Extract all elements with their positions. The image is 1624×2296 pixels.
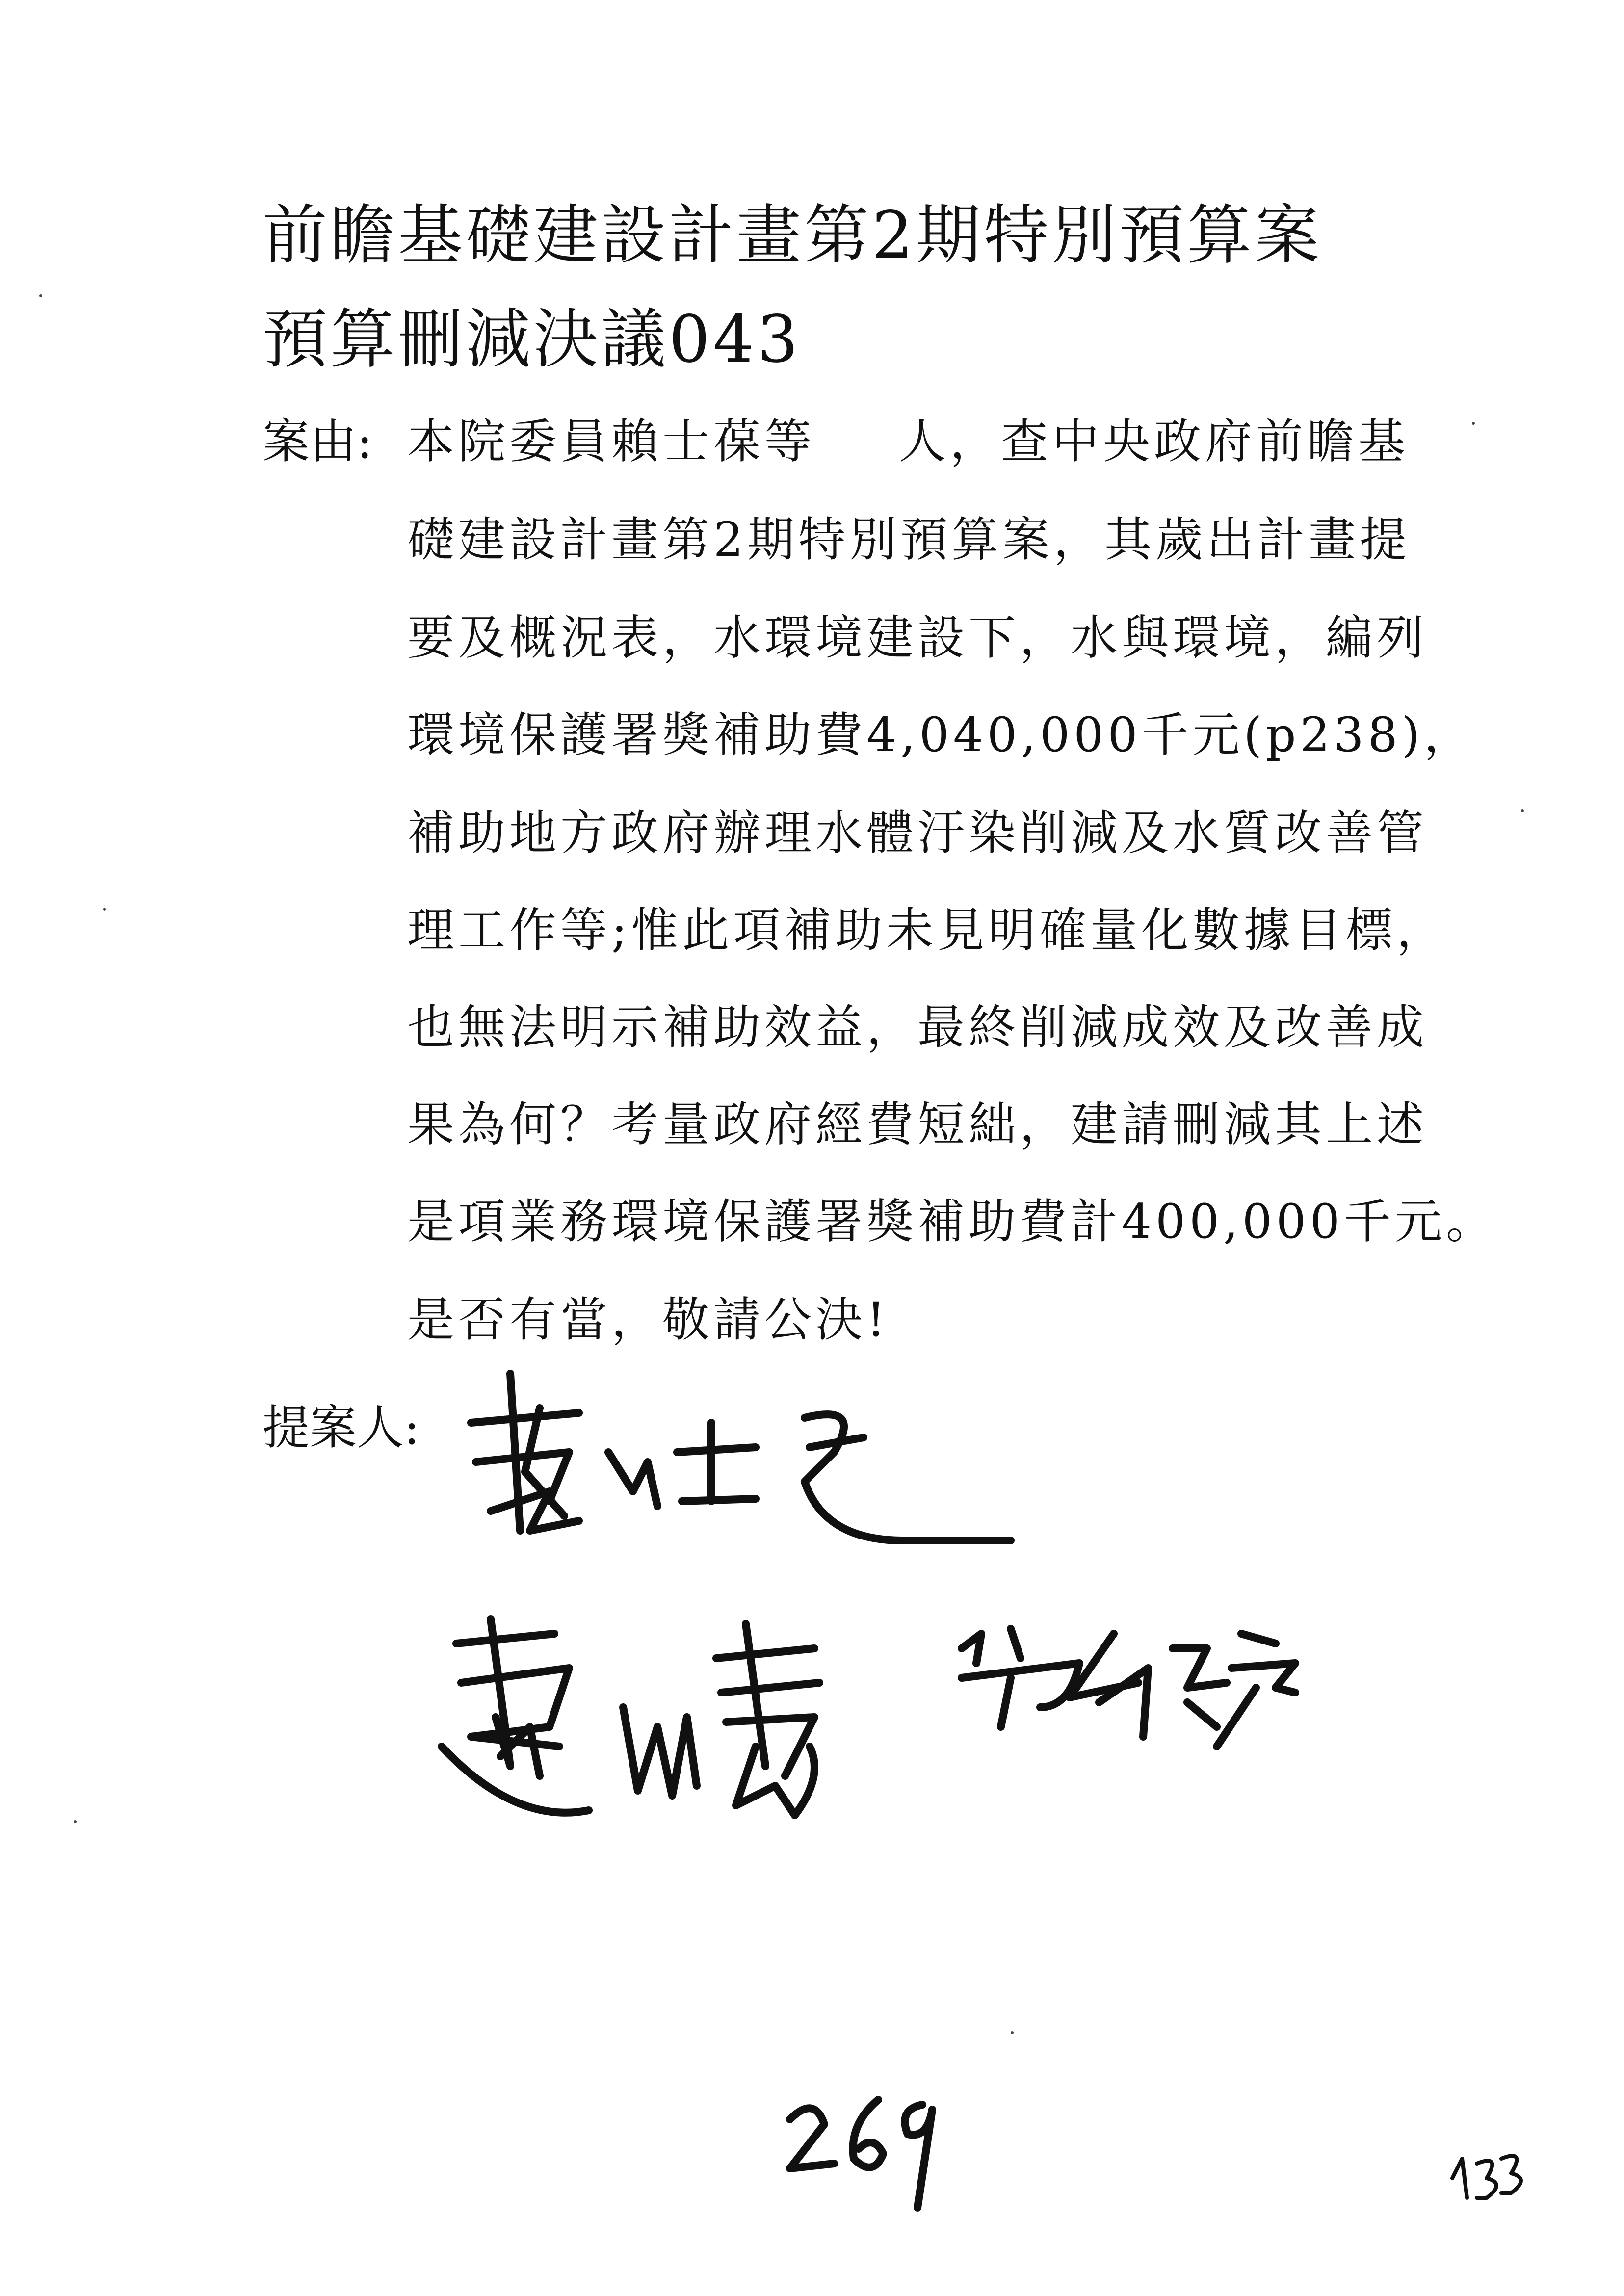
case-text-line-7: 也無法明示補助效益，最終削減成效及改善成 xyxy=(407,1000,1428,1055)
case-text-line-6: 理工作等;惟此項補助未見明確量化數據目標， xyxy=(407,903,1448,958)
scan-speck xyxy=(74,1820,77,1823)
document-title-line-1: 前瞻基礎建設計畫第2期特別預算案 xyxy=(262,198,1322,273)
scan-speck xyxy=(1521,809,1524,812)
proposer-label: 提案人: xyxy=(262,1400,420,1455)
case-text-line-1a: 本院委員賴士葆等 xyxy=(407,414,815,469)
scan-speck xyxy=(103,908,106,911)
case-text-line-1 xyxy=(407,412,1409,471)
signature-3 xyxy=(962,1629,1295,1747)
case-text-line-8: 果為何？考量政府經費短絀，建請刪減其上述 xyxy=(407,1097,1428,1152)
case-text-line-1b: 人，查中央政府前瞻基 xyxy=(899,414,1409,469)
scan-speck xyxy=(1472,422,1475,425)
handwritten-page-number xyxy=(790,2100,932,2208)
document-title-line-2: 預算刪減決議043 xyxy=(262,302,801,377)
case-text-line-9: 是項業務環境保護署獎補助費計400,000千元。 xyxy=(407,1194,1497,1249)
case-text-line-5: 補助地方政府辦理水體汙染削減及水質改善管 xyxy=(407,806,1428,861)
scan-speck xyxy=(39,294,42,297)
handwritten-corner-number xyxy=(1452,2156,1521,2198)
signature-1 xyxy=(471,1374,1011,1540)
scan-speck xyxy=(1011,2031,1014,2034)
closing-line: 是否有當，敬請公決! xyxy=(407,1292,890,1347)
case-text-line-4: 環境保護署獎補助費4,040,000千元(p238)， xyxy=(407,707,1475,762)
case-label: 案由: xyxy=(262,414,373,469)
case-text-line-2: 礎建設計畫第2期特別預算案，其歲出計畫提 xyxy=(407,512,1411,567)
signature-2 xyxy=(442,1619,819,1815)
case-text-line-3: 要及概況表，水環境建設下，水與環境，編列 xyxy=(407,610,1428,665)
